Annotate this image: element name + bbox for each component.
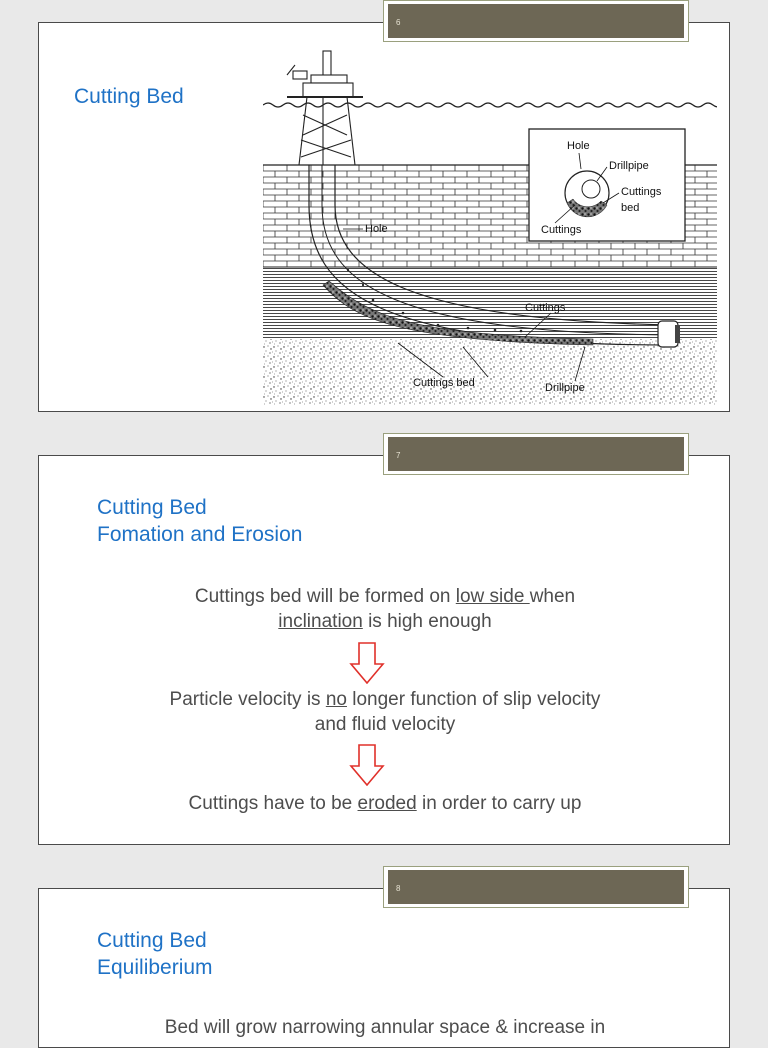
inset-cuttings-bed-label: Cuttings [621, 186, 662, 198]
slide-number: 8 [396, 884, 401, 893]
slide-title-line2: Equiliberium [97, 956, 213, 979]
slide-number: 7 [396, 451, 401, 460]
slide-number: 6 [396, 18, 401, 27]
partial-paragraph: Bed will grow narrowing annular space & increase in [164, 1017, 606, 1038]
down-arrow-icon [349, 744, 385, 786]
down-arrow-icon [349, 642, 385, 684]
slide-number-tab [383, 0, 689, 42]
cuttings-bed-label: Cuttings bed [413, 377, 475, 389]
inset-hole-label: Hole [567, 140, 590, 152]
paragraph-1: Cuttings bed will be formed on low side when inclination is high enough [194, 586, 576, 632]
inset-cuttings-label: Cuttings [541, 224, 582, 236]
slide-title: Cutting Bed [74, 85, 184, 108]
slide-6 [38, 22, 730, 412]
slide-title-line2: Fomation and Erosion [97, 523, 303, 546]
drillpipe-label: Drillpipe [545, 382, 585, 394]
drilling-diagram [263, 45, 717, 405]
paragraph-2: Particle velocity is no longer function of slip velocity and fluid velocity [169, 689, 601, 735]
slide-title-line1: Cutting Bed [97, 496, 207, 519]
paragraph-3: Cuttings have to be eroded in order to carry up [188, 793, 582, 814]
cuttings-label: Cuttings [525, 302, 566, 314]
hole-label: Hole [365, 223, 388, 235]
slide-7 [38, 455, 730, 845]
inset-drillpipe-label: Drillpipe [609, 160, 649, 172]
slide-number-tab [383, 433, 689, 475]
slide-8 [38, 888, 730, 1048]
slide-title-line1: Cutting Bed [97, 929, 207, 952]
inset-bed-label: bed [621, 202, 640, 214]
slide-number-tab [383, 866, 689, 908]
